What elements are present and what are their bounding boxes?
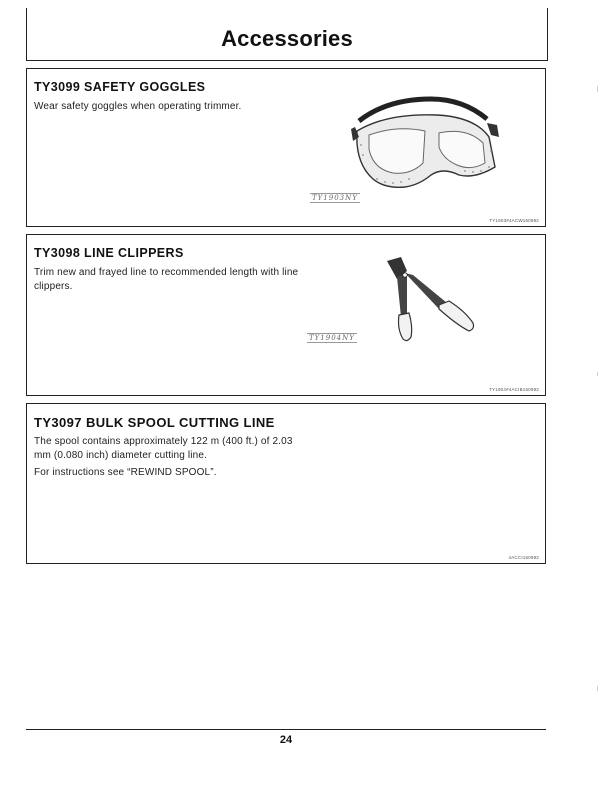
paragraph: The spool contains approximately 122 m (400 ft.) of 2.03 mm (0.080 inch) diameter cutting line. [34,436,293,461]
margin-mark [597,372,598,376]
margin-mark [597,86,598,92]
reference-code: TY1903#4ACW160982 [489,218,539,223]
margin-mark [597,686,598,691]
page-title: Accessories [221,26,353,51]
page-number: 24 [279,734,293,746]
paragraph: Wear safety goggles when operating trimmer. [34,101,242,112]
figure-code: TY1903NY [312,194,358,202]
safety-goggles-icon [347,85,507,197]
footer-rule [26,729,546,730]
section-safety-goggles [26,68,546,227]
line-clippers-icon [377,253,487,345]
section-title: TY3097 BULK SPOOL CUTTING LINE [34,415,275,430]
section-text [34,266,314,297]
paragraph: Trim new and frayed line to recommended length with line clippers. [34,267,299,292]
figure-code: TY1904NY [309,334,355,342]
paragraph: For instructions see “REWIND SPOOL”. [34,467,217,478]
section-title: TY3098 LINE CLIPPERS [34,246,184,260]
reference-code: TY1904#4ACIB160982 [489,387,539,392]
section-title: TY3099 SAFETY GOGGLES [34,80,206,94]
reference-code: 4ACCI160982 [508,555,539,560]
section-text [34,435,304,484]
section-bulk-spool [26,403,546,564]
section-text [34,100,314,118]
section-line-clippers [26,234,546,396]
